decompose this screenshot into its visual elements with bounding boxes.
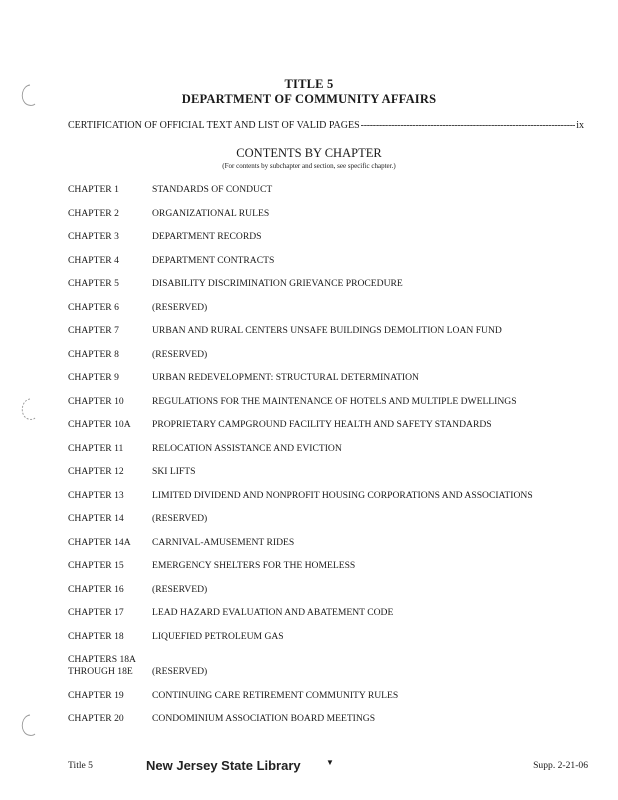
chapter-number: CHAPTER 19 xyxy=(68,689,124,701)
chapter-row xyxy=(68,584,588,596)
chapter-number: CHAPTER 6 xyxy=(68,301,119,313)
chapter-number xyxy=(68,654,152,678)
chapter-name: SKI LIFTS xyxy=(152,466,196,477)
chapter-number: CHAPTER 14 xyxy=(68,513,124,524)
chapter-number: CHAPTER 5 xyxy=(68,278,119,289)
chapter-number: CHAPTER 16 xyxy=(68,583,124,595)
certification-line xyxy=(68,120,584,131)
chapter-name: DEPARTMENT RECORDS xyxy=(152,231,262,242)
chapter-row xyxy=(68,537,588,549)
chapter-name: LIQUEFIED PETROLEUM GAS xyxy=(152,630,284,642)
chapter-row xyxy=(68,325,588,337)
chapter-number: CHAPTER 10 xyxy=(68,395,124,407)
certification-page: ix xyxy=(576,120,584,131)
chapter-number-line: CHAPTERS 18A xyxy=(68,654,136,665)
chapter-number: CHAPTER 8 xyxy=(68,348,119,360)
chapter-number-line: THROUGH 18E xyxy=(68,666,133,677)
chapter-number: CHAPTER 17 xyxy=(68,607,124,618)
title-number: TITLE 5 xyxy=(284,77,334,91)
chapter-number: CHAPTER 10A xyxy=(68,419,131,430)
chapter-row xyxy=(68,302,588,314)
chapter-row xyxy=(68,231,588,243)
library-stamp: New Jersey State Library xyxy=(146,758,301,773)
contents-note: (For contents by subchapter and section, see specific chapter.) xyxy=(222,162,396,170)
department-title: DEPARTMENT OF COMMUNITY AFFAIRS xyxy=(181,92,437,106)
chapter-name: CONTINUING CARE RETIREMENT COMMUNITY RULES xyxy=(152,689,399,701)
chapter-row xyxy=(68,631,588,643)
chapter-number: CHAPTER 18 xyxy=(68,630,124,642)
chapter-number: CHAPTER 13 xyxy=(68,489,124,501)
chapter-name: PROPRIETARY CAMPGROUND FACILITY HEALTH AND SAFETY STANDARDS xyxy=(152,419,492,430)
chapter-name: CONDOMINIUM ASSOCIATION BOARD MEETINGS xyxy=(152,713,376,724)
chapter-row xyxy=(68,607,588,619)
chapter-row xyxy=(68,208,588,220)
leader-dots xyxy=(361,120,576,131)
chapter-name: (RESERVED) xyxy=(152,666,208,677)
chapter-name: DISABILITY DISCRIMINATION GRIEVANCE PROCEDURE xyxy=(152,278,403,289)
title-block xyxy=(0,77,618,107)
chapter-row xyxy=(68,396,588,408)
chapter-row xyxy=(68,278,588,290)
chapter-number: CHAPTER 14A xyxy=(68,536,131,548)
chapter-name: REGULATIONS FOR THE MAINTENANCE OF HOTELS AND MULTIPLE DWELLINGS xyxy=(152,395,517,407)
chapter-row xyxy=(68,490,588,502)
chapter-number: CHAPTER 1 xyxy=(68,184,119,195)
chapter-row xyxy=(68,466,588,478)
chapter-number: CHAPTER 4 xyxy=(68,254,119,266)
certification-text: CERTIFICATION OF OFFICIAL TEXT AND LIST OF VALID PAGES xyxy=(68,120,360,131)
chapter-name: LIMITED DIVIDEND AND NONPROFIT HOUSING CORPORATIONS AND ASSOCIATIONS xyxy=(152,489,533,501)
chapter-number: CHAPTER 2 xyxy=(68,207,119,219)
page-footer xyxy=(68,758,588,778)
footer-mark: ▼ xyxy=(326,758,334,767)
chapter-name: URBAN REDEVELOPMENT: STRUCTURAL DETERMINATION xyxy=(152,372,419,383)
chapter-row xyxy=(68,184,588,196)
chapter-row xyxy=(68,690,588,702)
chapter-name: CARNIVAL-AMUSEMENT RIDES xyxy=(152,536,295,548)
punch-hole-middle-icon xyxy=(16,396,42,422)
chapter-row xyxy=(68,713,588,725)
chapter-row xyxy=(68,654,588,678)
chapter-name: RELOCATION ASSISTANCE AND EVICTION xyxy=(152,442,342,454)
chapter-row xyxy=(68,443,588,455)
chapter-name: (RESERVED) xyxy=(152,301,208,313)
chapter-name: DEPARTMENT CONTRACTS xyxy=(152,254,275,266)
chapter-row xyxy=(68,255,588,267)
chapter-row xyxy=(68,513,588,525)
chapter-row xyxy=(68,349,588,361)
chapter-row xyxy=(68,560,588,572)
chapter-number: CHAPTER 9 xyxy=(68,372,119,383)
chapter-list xyxy=(68,184,588,737)
chapter-name: STANDARDS OF CONDUCT xyxy=(152,184,273,195)
chapter-row xyxy=(68,419,588,431)
chapter-name: EMERGENCY SHELTERS FOR THE HOMELESS xyxy=(152,560,356,571)
chapter-name: ORGANIZATIONAL RULES xyxy=(152,207,270,219)
chapter-number: CHAPTER 11 xyxy=(68,442,124,454)
chapter-number: CHAPTER 20 xyxy=(68,713,124,724)
footer-title: Title 5 xyxy=(68,760,93,771)
chapter-number: CHAPTER 12 xyxy=(68,466,124,477)
chapter-name: (RESERVED) xyxy=(152,583,208,595)
chapter-number: CHAPTER 3 xyxy=(68,231,119,242)
chapter-row xyxy=(68,372,588,384)
chapter-number: CHAPTER 15 xyxy=(68,560,124,571)
chapter-number: CHAPTER 7 xyxy=(68,325,119,336)
chapter-name: (RESERVED) xyxy=(152,348,208,360)
contents-heading: CONTENTS BY CHAPTER xyxy=(236,146,382,160)
punch-hole-bottom-icon xyxy=(16,712,42,738)
chapter-name: (RESERVED) xyxy=(152,513,208,524)
supplement-date: Supp. 2-21-06 xyxy=(533,760,588,771)
chapter-name: URBAN AND RURAL CENTERS UNSAFE BUILDINGS DEMOLITION LOAN FUND xyxy=(152,325,502,336)
chapter-name: LEAD HAZARD EVALUATION AND ABATEMENT CODE xyxy=(152,607,394,618)
